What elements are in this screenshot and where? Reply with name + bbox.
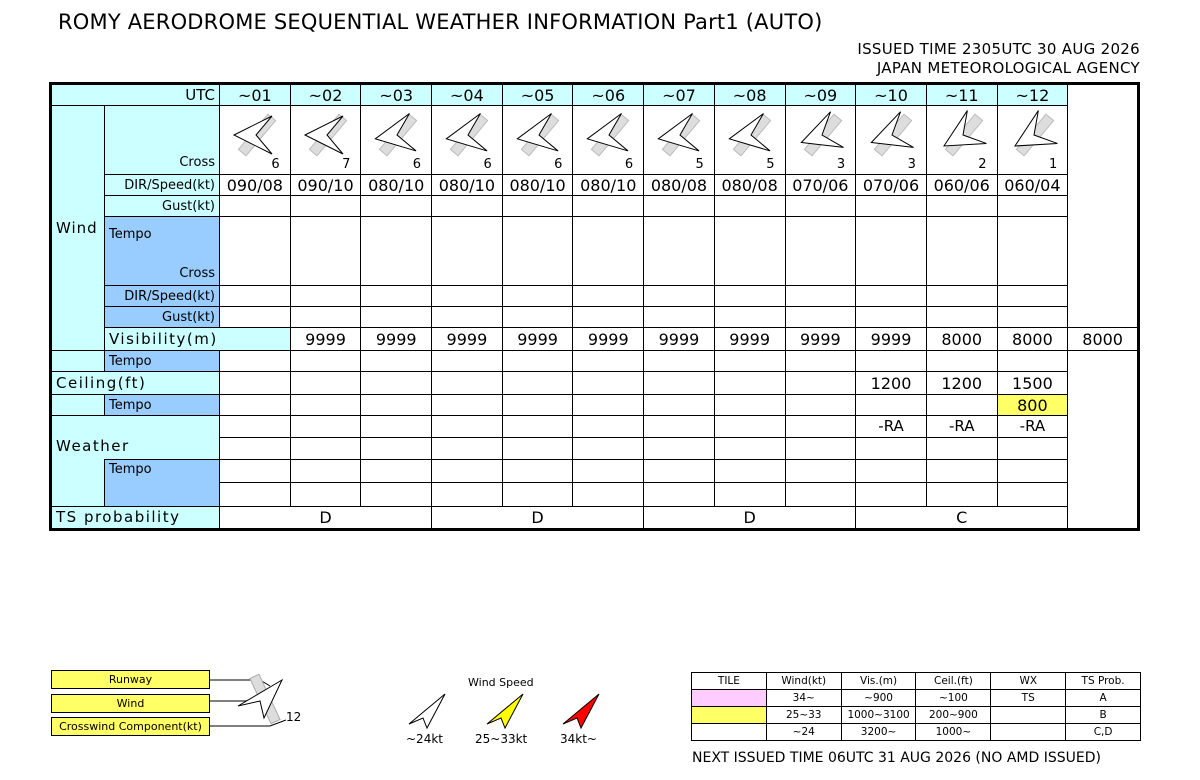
wind-arrow-icon bbox=[794, 110, 854, 160]
empty-cell bbox=[714, 459, 785, 483]
legend-header-cell: Ceil.(ft) bbox=[916, 673, 991, 690]
empty-cell bbox=[926, 483, 997, 507]
legend-diagram bbox=[208, 668, 308, 738]
next-issued: NEXT ISSUED TIME 06UTC 31 AUG 2026 (NO AMD ISSUED) bbox=[692, 750, 1101, 766]
ceiling-value bbox=[502, 372, 573, 395]
legend-wind: Wind bbox=[51, 694, 210, 713]
utc-label: UTC bbox=[51, 84, 220, 106]
empty-cell bbox=[714, 437, 785, 459]
ceiling-value bbox=[785, 372, 856, 395]
weather-row bbox=[51, 416, 1139, 438]
utc-col-header: ~09 bbox=[785, 84, 856, 106]
ts-label: TS probability bbox=[51, 506, 220, 529]
ceiling-value: 1200 bbox=[926, 372, 997, 395]
cross-row bbox=[51, 106, 1139, 175]
cross-label: Cross bbox=[105, 106, 220, 175]
empty-cell bbox=[856, 459, 927, 483]
empty-cell bbox=[502, 286, 573, 307]
empty-cell bbox=[856, 437, 927, 459]
visibility-row bbox=[51, 328, 1139, 351]
utc-col-header: ~08 bbox=[714, 84, 785, 106]
wind-arrow-icon bbox=[652, 110, 712, 160]
wind-cross-cell bbox=[290, 106, 361, 175]
empty-cell bbox=[361, 196, 432, 217]
legend-header-row bbox=[692, 673, 1141, 690]
wind-cross-cell bbox=[220, 106, 291, 175]
empty-cell bbox=[361, 483, 432, 507]
empty-cell bbox=[432, 459, 503, 483]
issued-info bbox=[857, 40, 1140, 78]
utc-col-header: ~01 bbox=[220, 84, 291, 106]
visibility-value: 9999 bbox=[644, 328, 715, 351]
tempo-dirspeed-row bbox=[51, 286, 1139, 307]
empty-cell bbox=[290, 217, 361, 286]
empty-cell bbox=[856, 196, 927, 217]
weather-value: -RA bbox=[856, 416, 927, 438]
visibility-value: 8000 bbox=[1068, 328, 1139, 351]
utc-col-header: ~04 bbox=[432, 84, 503, 106]
empty-cell bbox=[361, 286, 432, 307]
empty-cell bbox=[714, 217, 785, 286]
wind-arrow-icon bbox=[723, 110, 783, 160]
ceiling-value: 1500 bbox=[997, 372, 1068, 395]
empty-cell bbox=[997, 459, 1068, 483]
tempo-gust-label: Gust(kt) bbox=[105, 307, 220, 328]
empty-cell bbox=[220, 286, 291, 307]
wind-speed-arrows bbox=[405, 690, 605, 730]
wind-arrow-icon bbox=[299, 110, 359, 160]
utc-col-header: ~05 bbox=[502, 84, 573, 106]
legend-cell: A bbox=[1066, 690, 1141, 707]
legend-cell: 1000~3100 bbox=[841, 707, 916, 724]
empty-cell bbox=[432, 307, 503, 328]
empty-cell bbox=[644, 286, 715, 307]
empty-cell bbox=[926, 351, 997, 372]
wind-arrow-icon bbox=[369, 110, 429, 160]
empty-cell bbox=[714, 196, 785, 217]
weather-label: Weather bbox=[51, 437, 220, 459]
empty-cell bbox=[997, 196, 1068, 217]
dirspeed-value: 090/10 bbox=[290, 175, 361, 196]
tempo-gust-row bbox=[51, 307, 1139, 328]
empty-cell bbox=[432, 483, 503, 507]
wind-cross-cell bbox=[714, 106, 785, 175]
legend-cross-num: 12 bbox=[286, 710, 302, 724]
dirspeed-value: 080/10 bbox=[502, 175, 573, 196]
dirspeed-value: 080/10 bbox=[361, 175, 432, 196]
yellow-arrow-icon bbox=[487, 694, 523, 728]
weather-value: -RA bbox=[997, 416, 1068, 438]
ceiling-tempo-value bbox=[714, 395, 785, 416]
ceiling-tempo-value: 800 bbox=[997, 395, 1068, 416]
legend-cell bbox=[991, 724, 1066, 741]
empty-cell bbox=[573, 196, 644, 217]
utc-col-header: ~12 bbox=[997, 84, 1068, 106]
empty-cell bbox=[785, 217, 856, 286]
ceiling-value bbox=[290, 372, 361, 395]
ceiling-tempo-value bbox=[573, 395, 644, 416]
gust-row bbox=[51, 196, 1139, 217]
legend-cell: B bbox=[1066, 707, 1141, 724]
dirspeed-value: 080/10 bbox=[432, 175, 503, 196]
speed-high-label: 34kt~ bbox=[560, 732, 597, 746]
weather-row2 bbox=[51, 437, 1139, 459]
weather-value: -RA bbox=[926, 416, 997, 438]
ceiling-label: Ceiling(ft) bbox=[51, 372, 220, 395]
speed-low-label: ~24kt bbox=[406, 732, 443, 746]
legend-header-cell: TS Prob. bbox=[1066, 673, 1141, 690]
empty-cell bbox=[290, 307, 361, 328]
empty-cell bbox=[290, 459, 361, 483]
empty-cell bbox=[926, 196, 997, 217]
ceiling-tempo-value bbox=[785, 395, 856, 416]
legend-row bbox=[692, 690, 1141, 707]
crosswind-value: 5 bbox=[695, 157, 704, 172]
weather-value bbox=[502, 416, 573, 438]
white-arrow-icon bbox=[409, 694, 445, 728]
empty-cell bbox=[856, 217, 927, 286]
weather-value bbox=[432, 416, 503, 438]
crosswind-value: 6 bbox=[412, 157, 422, 172]
ceiling-value bbox=[432, 372, 503, 395]
empty-cell bbox=[290, 351, 361, 372]
weather-table bbox=[49, 82, 1140, 531]
tempo-cross-sub: Cross bbox=[179, 266, 215, 281]
wind-arrow-icon bbox=[440, 110, 500, 160]
ceiling-tempo-value bbox=[361, 395, 432, 416]
empty-cell bbox=[432, 286, 503, 307]
visibility-value: 8000 bbox=[926, 328, 997, 351]
legend-cell: ~100 bbox=[916, 690, 991, 707]
legend-header-cell: TILE bbox=[692, 673, 767, 690]
agency-name: JAPAN METEOROLOGICAL AGENCY bbox=[876, 59, 1140, 77]
empty-cell bbox=[502, 483, 573, 507]
empty-cell bbox=[361, 217, 432, 286]
empty-cell bbox=[220, 483, 291, 507]
tempo-dirspeed-label: DIR/Speed(kt) bbox=[105, 286, 220, 307]
visibility-value: 9999 bbox=[361, 328, 432, 351]
wind-arrow-icon bbox=[864, 110, 924, 160]
wind-cross-cell bbox=[361, 106, 432, 175]
empty-cell bbox=[644, 351, 715, 372]
ts-prob-value: D bbox=[432, 506, 644, 529]
empty-cell bbox=[361, 307, 432, 328]
empty-cell bbox=[573, 437, 644, 459]
dirspeed-label: DIR/Speed(kt) bbox=[105, 175, 220, 196]
empty-cell bbox=[997, 217, 1068, 286]
empty-cell bbox=[926, 437, 997, 459]
dirspeed-value: 080/08 bbox=[714, 175, 785, 196]
visibility-value: 9999 bbox=[856, 328, 927, 351]
visibility-value: 9999 bbox=[502, 328, 573, 351]
empty-cell bbox=[502, 217, 573, 286]
empty-cell bbox=[290, 483, 361, 507]
empty-cell bbox=[220, 217, 291, 286]
ts-prob-value: D bbox=[220, 506, 432, 529]
tempo-cross-label bbox=[105, 217, 220, 286]
visibility-value: 9999 bbox=[785, 328, 856, 351]
empty-cell bbox=[220, 351, 291, 372]
empty-cell bbox=[502, 307, 573, 328]
wind-arrow-icon bbox=[1006, 110, 1066, 160]
legend-cell bbox=[692, 707, 767, 724]
weather-value bbox=[573, 416, 644, 438]
legend-row bbox=[692, 724, 1141, 741]
empty-cell bbox=[785, 459, 856, 483]
ceiling-row bbox=[51, 372, 1139, 395]
empty-cell bbox=[502, 196, 573, 217]
legend-cell: ~900 bbox=[841, 690, 916, 707]
weather-value bbox=[220, 416, 291, 438]
ceiling-value bbox=[220, 372, 291, 395]
legend-cell: 25~33 bbox=[766, 707, 841, 724]
legend-table bbox=[691, 672, 1141, 741]
empty-cell bbox=[856, 351, 927, 372]
ceiling-value: 1200 bbox=[856, 372, 927, 395]
weather-value bbox=[785, 416, 856, 438]
legend-cell: TS bbox=[991, 690, 1066, 707]
empty-cell bbox=[573, 351, 644, 372]
empty-cell bbox=[644, 196, 715, 217]
crosswind-value: 2 bbox=[978, 157, 987, 172]
ceiling-tempo-value bbox=[220, 395, 291, 416]
empty-cell bbox=[785, 307, 856, 328]
empty-cell bbox=[997, 286, 1068, 307]
legend-header-cell: Vis.(m) bbox=[841, 673, 916, 690]
legend-cell: 34~ bbox=[766, 690, 841, 707]
empty-cell bbox=[926, 307, 997, 328]
weather-tempo-row bbox=[51, 459, 1139, 483]
crosswind-value: 3 bbox=[907, 157, 916, 172]
ceiling-tempo-value bbox=[644, 395, 715, 416]
wind-cross-cell bbox=[856, 106, 927, 175]
wind-arrow-icon bbox=[581, 110, 641, 160]
wind-cross-cell bbox=[997, 106, 1068, 175]
crosswind-value: 5 bbox=[766, 157, 775, 172]
legend-cell: ~24 bbox=[766, 724, 841, 741]
utc-col-header: ~07 bbox=[644, 84, 715, 106]
empty-cell bbox=[573, 286, 644, 307]
wind-label: Wind bbox=[51, 106, 105, 351]
wind-speed-title: Wind Speed bbox=[468, 676, 534, 689]
tempo-cross-row bbox=[51, 217, 1139, 286]
empty-cell bbox=[785, 437, 856, 459]
empty-cell bbox=[644, 307, 715, 328]
empty-cell bbox=[926, 286, 997, 307]
crosswind-value: 6 bbox=[554, 157, 563, 172]
legend-cell: 200~900 bbox=[916, 707, 991, 724]
utc-col-header: ~11 bbox=[926, 84, 997, 106]
empty-cell bbox=[573, 307, 644, 328]
wind-arrow-icon bbox=[228, 110, 288, 160]
empty-cell bbox=[997, 307, 1068, 328]
ceiling-value bbox=[644, 372, 715, 395]
crosswind-value: 6 bbox=[624, 157, 634, 172]
visibility-value: 9999 bbox=[432, 328, 503, 351]
empty-cell bbox=[926, 217, 997, 286]
empty-cell bbox=[220, 459, 291, 483]
page-title: ROMY AERODROME SEQUENTIAL WEATHER INFORMATION Part1 (AUTO) bbox=[58, 10, 823, 34]
crosswind-value: 6 bbox=[271, 157, 280, 172]
empty-cell bbox=[290, 286, 361, 307]
empty-cell bbox=[785, 351, 856, 372]
empty-cell bbox=[785, 483, 856, 507]
crosswind-value: 1 bbox=[1048, 157, 1058, 172]
empty-cell bbox=[573, 217, 644, 286]
crosswind-value: 6 bbox=[483, 157, 492, 172]
weather-value bbox=[290, 416, 361, 438]
dirspeed-value: 090/08 bbox=[220, 175, 291, 196]
wind-cross-cell bbox=[785, 106, 856, 175]
ts-prob-value: D bbox=[644, 506, 856, 529]
wind-cross-cell bbox=[926, 106, 997, 175]
weather-value bbox=[644, 416, 715, 438]
empty-cell bbox=[926, 459, 997, 483]
empty-cell bbox=[573, 483, 644, 507]
utc-col-header: ~03 bbox=[361, 84, 432, 106]
legend-header-cell: Wind(kt) bbox=[766, 673, 841, 690]
wind-cross-cell bbox=[502, 106, 573, 175]
wind-arrow-icon bbox=[511, 110, 571, 160]
empty-cell bbox=[785, 196, 856, 217]
ceiling-value bbox=[361, 372, 432, 395]
empty-cell bbox=[856, 286, 927, 307]
ts-prob-value: C bbox=[856, 506, 1068, 529]
utc-header-row bbox=[51, 84, 1139, 106]
visibility-tempo-row bbox=[51, 351, 1139, 372]
legend-cell bbox=[692, 724, 767, 741]
weather-tempo-label: Tempo bbox=[105, 459, 220, 506]
wind-arrow-icon bbox=[935, 110, 995, 160]
issued-time: ISSUED TIME 2305UTC 30 AUG 2026 bbox=[857, 40, 1140, 58]
ts-row bbox=[51, 506, 1139, 529]
empty-cell bbox=[714, 351, 785, 372]
empty-cell bbox=[997, 483, 1068, 507]
empty-cell bbox=[432, 437, 503, 459]
dirspeed-value: 070/06 bbox=[785, 175, 856, 196]
visibility-tempo-label: Tempo bbox=[105, 351, 220, 372]
empty-cell bbox=[644, 437, 715, 459]
empty-cell bbox=[856, 483, 927, 507]
empty-cell bbox=[220, 437, 291, 459]
empty-cell bbox=[644, 483, 715, 507]
empty-cell bbox=[502, 459, 573, 483]
legend-cell bbox=[692, 690, 767, 707]
gust-label: Gust(kt) bbox=[105, 196, 220, 217]
empty-cell bbox=[573, 459, 644, 483]
visibility-label: Visibility(m) bbox=[105, 328, 291, 351]
ceiling-tempo-value bbox=[502, 395, 573, 416]
red-arrow-icon bbox=[563, 694, 599, 728]
visibility-value: 9999 bbox=[290, 328, 361, 351]
utc-col-header: ~10 bbox=[856, 84, 927, 106]
weather-value bbox=[714, 416, 785, 438]
empty-cell bbox=[432, 351, 503, 372]
weather-value bbox=[361, 416, 432, 438]
legend-cell: 1000~ bbox=[916, 724, 991, 741]
wind-cross-cell bbox=[432, 106, 503, 175]
empty-cell bbox=[361, 351, 432, 372]
legend-cell: 3200~ bbox=[841, 724, 916, 741]
ceiling-tempo-value bbox=[290, 395, 361, 416]
empty-cell bbox=[997, 351, 1068, 372]
empty-cell bbox=[502, 351, 573, 372]
ceiling-tempo-value bbox=[432, 395, 503, 416]
dirspeed-value: 060/04 bbox=[997, 175, 1068, 196]
utc-col-header: ~02 bbox=[290, 84, 361, 106]
legend-cell bbox=[991, 707, 1066, 724]
dirspeed-value: 080/08 bbox=[644, 175, 715, 196]
empty-cell bbox=[290, 437, 361, 459]
ceiling-tempo-row bbox=[51, 395, 1139, 416]
dirspeed-value: 060/06 bbox=[926, 175, 997, 196]
empty-cell bbox=[432, 196, 503, 217]
dirspeed-value: 070/06 bbox=[856, 175, 927, 196]
empty-cell bbox=[220, 196, 291, 217]
utc-col-header: ~06 bbox=[573, 84, 644, 106]
legend-runway: Runway bbox=[51, 670, 210, 689]
visibility-value: 9999 bbox=[573, 328, 644, 351]
tempo-label: Tempo bbox=[109, 227, 152, 242]
empty-cell bbox=[856, 307, 927, 328]
empty-cell bbox=[714, 307, 785, 328]
empty-cell bbox=[290, 196, 361, 217]
visibility-value: 9999 bbox=[714, 328, 785, 351]
ceiling-tempo-value bbox=[926, 395, 997, 416]
empty-cell bbox=[644, 459, 715, 483]
dirspeed-value: 080/10 bbox=[573, 175, 644, 196]
empty-cell bbox=[502, 437, 573, 459]
empty-cell bbox=[785, 286, 856, 307]
empty-cell bbox=[361, 437, 432, 459]
legend-row bbox=[692, 707, 1141, 724]
empty-cell bbox=[644, 217, 715, 286]
empty-cell bbox=[714, 483, 785, 507]
legend-cell: C,D bbox=[1066, 724, 1141, 741]
empty-cell bbox=[714, 286, 785, 307]
dirspeed-row bbox=[51, 175, 1139, 196]
ceiling-value bbox=[573, 372, 644, 395]
empty-cell bbox=[997, 437, 1068, 459]
crosswind-value: 3 bbox=[836, 157, 846, 172]
ceiling-tempo-label: Tempo bbox=[105, 395, 220, 416]
empty-cell bbox=[220, 307, 291, 328]
empty-cell bbox=[361, 459, 432, 483]
wind-cross-cell bbox=[573, 106, 644, 175]
speed-mid-label: 25~33kt bbox=[475, 732, 528, 746]
ceiling-value bbox=[714, 372, 785, 395]
legend-header-cell: WX bbox=[991, 673, 1066, 690]
empty-cell bbox=[432, 217, 503, 286]
wind-cross-cell bbox=[644, 106, 715, 175]
crosswind-value: 7 bbox=[342, 157, 351, 172]
visibility-value: 8000 bbox=[997, 328, 1068, 351]
legend-crosswind: Crosswind Component(kt) bbox=[51, 717, 210, 736]
ceiling-tempo-value bbox=[856, 395, 927, 416]
